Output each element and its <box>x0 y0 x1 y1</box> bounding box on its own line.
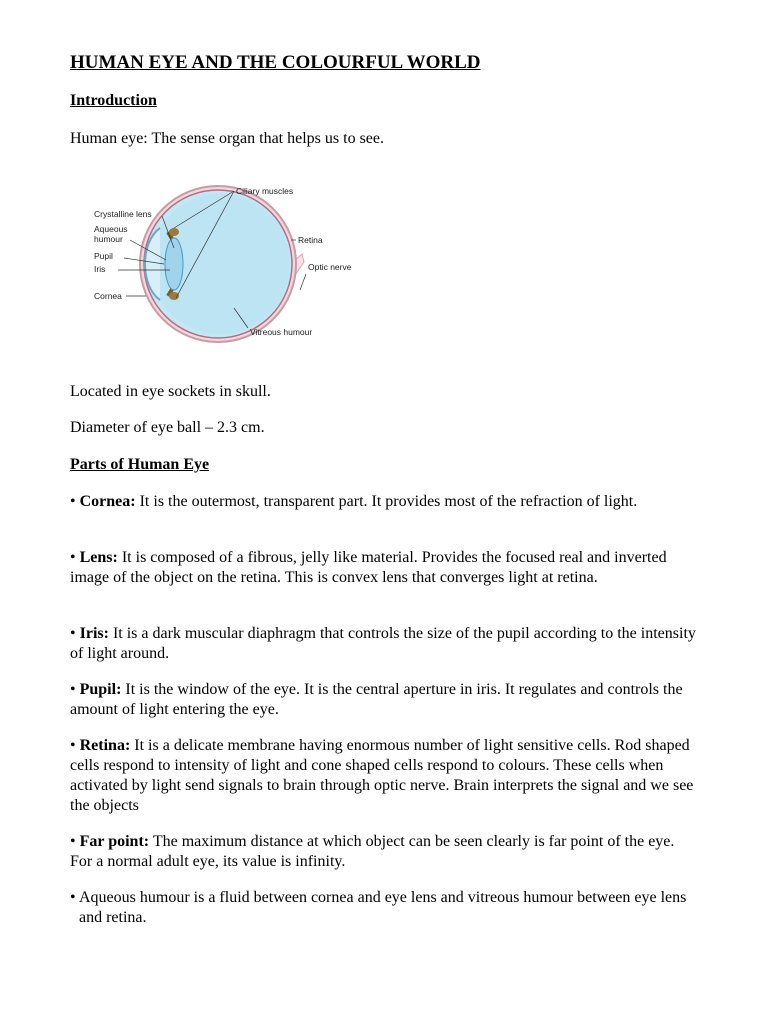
part-item-pupil <box>70 680 700 720</box>
part-item-cornea <box>70 492 700 512</box>
part-term: Iris: <box>79 625 109 642</box>
part-description: It is composed of a fibrous, jelly like material. Provides the focused real and inverted image of the object on the retina. This is convex lens that converges light at retina. <box>70 549 667 586</box>
part-term: Cornea: <box>79 493 136 510</box>
ciliary-lower-shape <box>169 292 179 300</box>
label-retina: Retina <box>298 235 323 245</box>
intro-text: Human eye: The sense organ that helps us to see. <box>70 130 384 147</box>
introduction-heading: Introduction <box>70 92 157 109</box>
part-item-retina <box>70 736 700 816</box>
eye-diagram <box>88 158 368 348</box>
label-optic-nerve: Optic nerve <box>308 262 352 272</box>
part-item-far-point <box>70 832 700 872</box>
parts-heading: Parts of Human Eye <box>70 456 210 473</box>
part-description: The maximum distance at which object can be seen clearly is far point of the eye. For a normal adult eye, its value is infinity. <box>70 833 675 870</box>
lens-shape <box>165 238 183 290</box>
part-term: Lens: <box>79 549 118 566</box>
part-description: It is the window of the eye. It is the central aperture in iris. It regulates and controls the amount of light entering the eye. <box>70 681 683 718</box>
part-description: It is a dark muscular diaphragm that controls the size of the pupil according to the intensity of light around. <box>70 625 696 662</box>
bullet: • <box>70 493 76 510</box>
part-term: Pupil: <box>79 681 122 698</box>
bullet: • <box>70 737 76 754</box>
part-item-lens <box>70 548 700 588</box>
part-description: It is a delicate membrane having enormous number of light sensitive cells. Rod shaped cells respond to intensity of light and cone shaped cells respond to colours. These cells when activated by light send signals to brain through optic nerve. Brain interprets the signal and we see the objects <box>70 737 694 814</box>
bullet: • <box>70 625 76 642</box>
part-item-iris <box>70 624 700 664</box>
label-iris: Iris <box>94 264 106 274</box>
page-title: HUMAN EYE AND THE COLOURFUL WORLD <box>70 52 481 73</box>
part-term: Retina: <box>79 737 131 754</box>
diameter-text: Diameter of eye ball – 2.3 cm. <box>70 419 265 436</box>
bullet: • <box>70 549 76 566</box>
optic-leader <box>300 274 306 290</box>
label-aqueous: Aqueous <box>94 224 128 234</box>
aqueous-note-text: Aqueous humour is a fluid between cornea and eye lens and vitreous humour between eye lens and retina. <box>79 889 687 926</box>
label-ciliary-muscles: Ciliary muscles <box>236 186 294 196</box>
label-humour: humour <box>94 234 123 244</box>
bullet: • <box>70 681 76 698</box>
eye-diagram-svg <box>88 158 368 348</box>
label-cornea: Cornea <box>94 291 122 301</box>
bullet: • <box>70 833 76 850</box>
location-text: Located in eye sockets in skull. <box>70 383 271 400</box>
part-term: Far point: <box>79 833 150 850</box>
part-description: It is the outermost, transparent part. It provides most of the refraction of light. <box>139 493 638 510</box>
label-vitreous-humour: Vitreous humour <box>250 327 313 337</box>
ciliary-upper-shape <box>169 228 179 236</box>
label-pupil: Pupil <box>94 251 113 261</box>
aqueous-note <box>70 888 700 928</box>
bullet: • <box>70 889 76 906</box>
label-crystalline-lens: Crystalline lens <box>94 209 152 219</box>
